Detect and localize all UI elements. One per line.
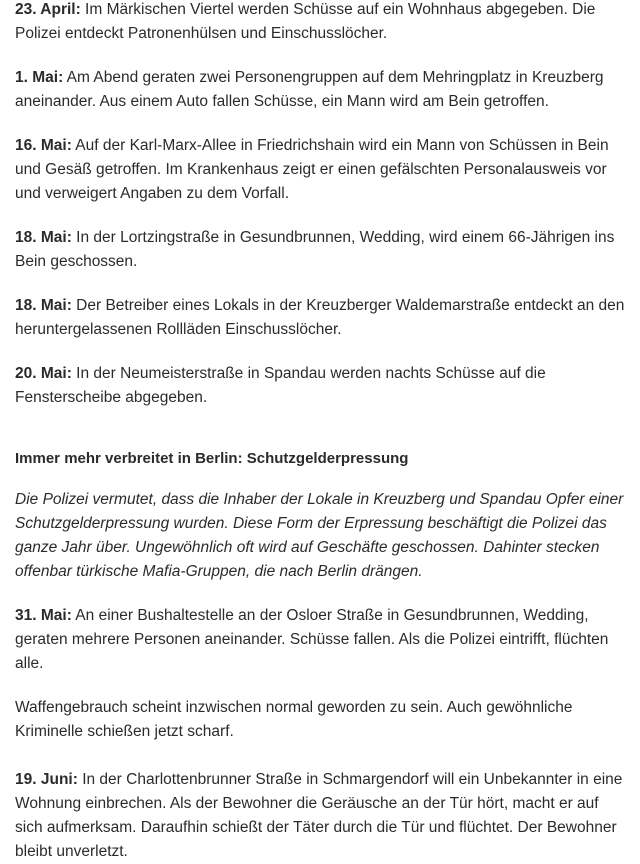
entry-31-mai bbox=[15, 604, 627, 676]
entry-text: Am Abend geraten zwei Personengruppen auf dem Mehringplatz in Kreuzberg aneinander. Aus einem Auto fallen Schüsse, ein Mann wird am Bein getroffen. bbox=[15, 69, 604, 110]
entry-1-mai bbox=[15, 66, 627, 114]
entry-date: 1. Mai: bbox=[15, 69, 64, 86]
entry-text: In der Charlottenbrunner Straße in Schmargendorf will ein Unbekannter in eine Wohnung einbrechen. Als der Bewohner die Geräusche an der Tür hört, macht er auf sich aufmerksam. Daraufhin schießt der Täter durch die Tür und flüchtet. Der Bewohner bleibt unverletzt. bbox=[15, 771, 623, 860]
paragraph-waffengebrauch: Waffengebrauch scheint inzwischen normal geworden zu sein. Auch gewöhnliche Kriminelle schießen jetzt scharf. bbox=[15, 699, 573, 740]
entry-19-juni bbox=[15, 768, 627, 864]
entry-date: 23. April: bbox=[15, 1, 81, 18]
entry-date: 31. Mai: bbox=[15, 607, 72, 624]
section-lead-italic: Die Polizei vermutet, dass die Inhaber der Lokale in Kreuzberg und Spandau Opfer einer Schutzgelderpressung wurden. Diese Form der Erpressung beschäftigt die Polizei das ganze Jahr über. Ungewöhnlich oft wird auf Geschäfte geschossen. Dahinter stecken offenbar türkische Mafia-Gruppen, die nach Berlin drängen. bbox=[15, 491, 624, 580]
entry-date: 18. Mai: bbox=[15, 229, 72, 246]
entry-date: 18. Mai: bbox=[15, 297, 72, 314]
entry-text: In der Lortzingstraße in Gesundbrunnen, Wedding, wird einem 66-Jährigen ins Bein geschossen. bbox=[15, 229, 615, 270]
entry-18-mai-waldemarstrasse bbox=[15, 294, 627, 342]
entry-text: Auf der Karl-Marx-Allee in Friedrichshain wird ein Mann von Schüssen in Bein und Gesäß getroffen. Im Krankenhaus zeigt er einen gefälschten Personalausweis vor und verweigert Angaben zu dem Vorfall. bbox=[15, 137, 609, 202]
entry-text: In der Neumeisterstraße in Spandau werden nachts Schüsse auf die Fensterscheibe abgegeben. bbox=[15, 365, 546, 406]
entry-date: 20. Mai: bbox=[15, 365, 72, 382]
entry-text: Der Betreiber eines Lokals in der Kreuzberger Waldemarstraße entdeckt an den heruntergelassenen Rollläden Einschusslöcher. bbox=[15, 297, 625, 338]
entry-text: An einer Bushaltestelle an der Osloer Straße in Gesundbrunnen, Wedding, geraten mehrere Personen aneinander. Schüsse fallen. Als die Polizei eintrifft, flüchten alle. bbox=[15, 607, 609, 672]
entry-text: Im Märkischen Viertel werden Schüsse auf ein Wohnhaus abgegeben. Die Polizei entdeckt Patronenhülsen und Einschusslöcher. bbox=[15, 1, 596, 42]
entry-date: 16. Mai: bbox=[15, 137, 72, 154]
entry-date: 19. Juni: bbox=[15, 771, 78, 788]
entry-23-april bbox=[15, 0, 627, 46]
entry-18-mai-lortzingstrasse bbox=[15, 226, 627, 274]
section-heading: Immer mehr verbreitet in Berlin: Schutzgelderpressung bbox=[15, 450, 409, 467]
entry-20-mai bbox=[15, 362, 627, 410]
entry-16-mai bbox=[15, 134, 627, 206]
